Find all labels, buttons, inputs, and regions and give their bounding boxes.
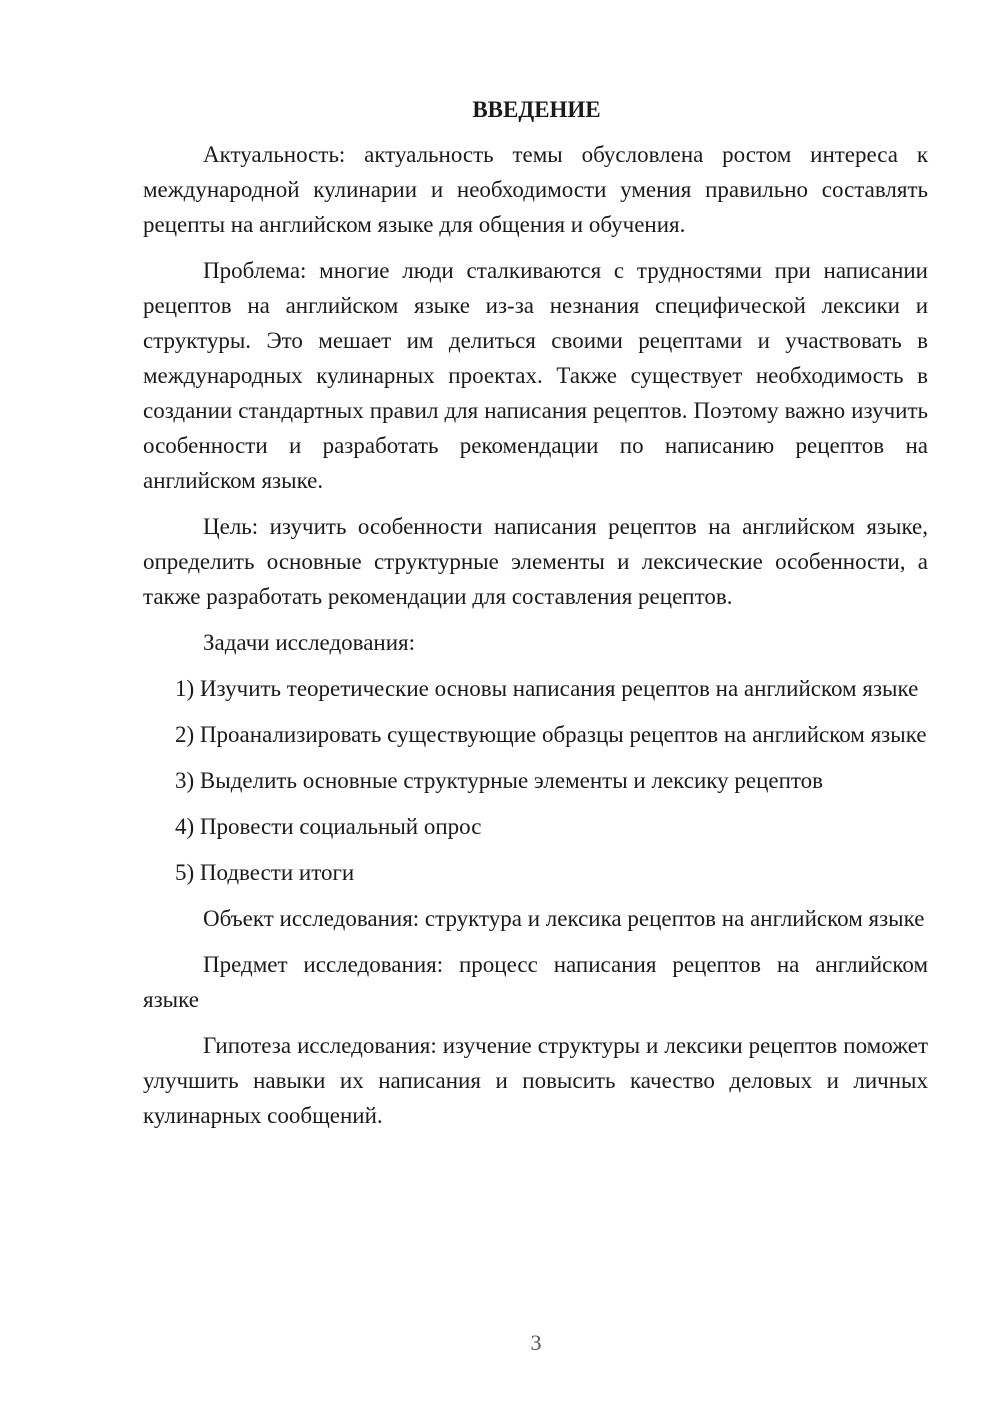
page-title: ВВЕДЕНИЕ	[472, 97, 601, 122]
paragraph-problem: Проблема: многие люди сталкиваются с трудностями при написании рецептов на английском языке из-за незнания специфической лексики и структуры. Это мешает им делиться своими рецептами и участвовать в международных кулинарных проектах. Также существует необходимость в создании стандартных правил для написания рецептов. Поэтому важно изучить особенности и разработать рекомендации по написанию рецептов на английском языке.	[143, 258, 928, 493]
task-item-3: 3) Выделить основные структурные элементы и лексику рецептов	[175, 768, 824, 793]
paragraph-subject: Предмет исследования: процесс написания рецептов на английском языке	[143, 952, 928, 1012]
page-number: 3	[530, 1330, 542, 1355]
paragraph-tasks-heading: Задачи исследования:	[203, 630, 416, 655]
task-item-5: 5) Подвести итоги	[175, 860, 355, 885]
task-item-2: 2) Проанализировать существующие образцы рецептов на английском языке	[175, 722, 927, 747]
document-page	[143, 92, 928, 1144]
task-item-1: 1) Изучить теоретические основы написания рецептов на английском языке	[175, 676, 919, 701]
paragraph-goal: Цель: изучить особенности написания рецептов на английском языке, определить основные структурные элементы и лексические особенности, а также разработать рекомендации для составления рецептов.	[143, 514, 928, 609]
paragraph-hypothesis: Гипотеза исследования: изучение структуры и лексики рецептов поможет улучшить навыки их написания и повысить качество деловых и личных кулинарных сообщений.	[143, 1033, 928, 1128]
task-item-4: 4) Провести социальный опрос	[175, 814, 482, 839]
paragraph-object: Объект исследования: структура и лексика рецептов на английском языке	[203, 906, 925, 931]
paragraph-relevance: Актуальность: актуальность темы обусловлена ростом интереса к международной кулинарии и необходимости умения правильно составлять рецепты на английском языке для общения и обучения.	[143, 142, 928, 237]
